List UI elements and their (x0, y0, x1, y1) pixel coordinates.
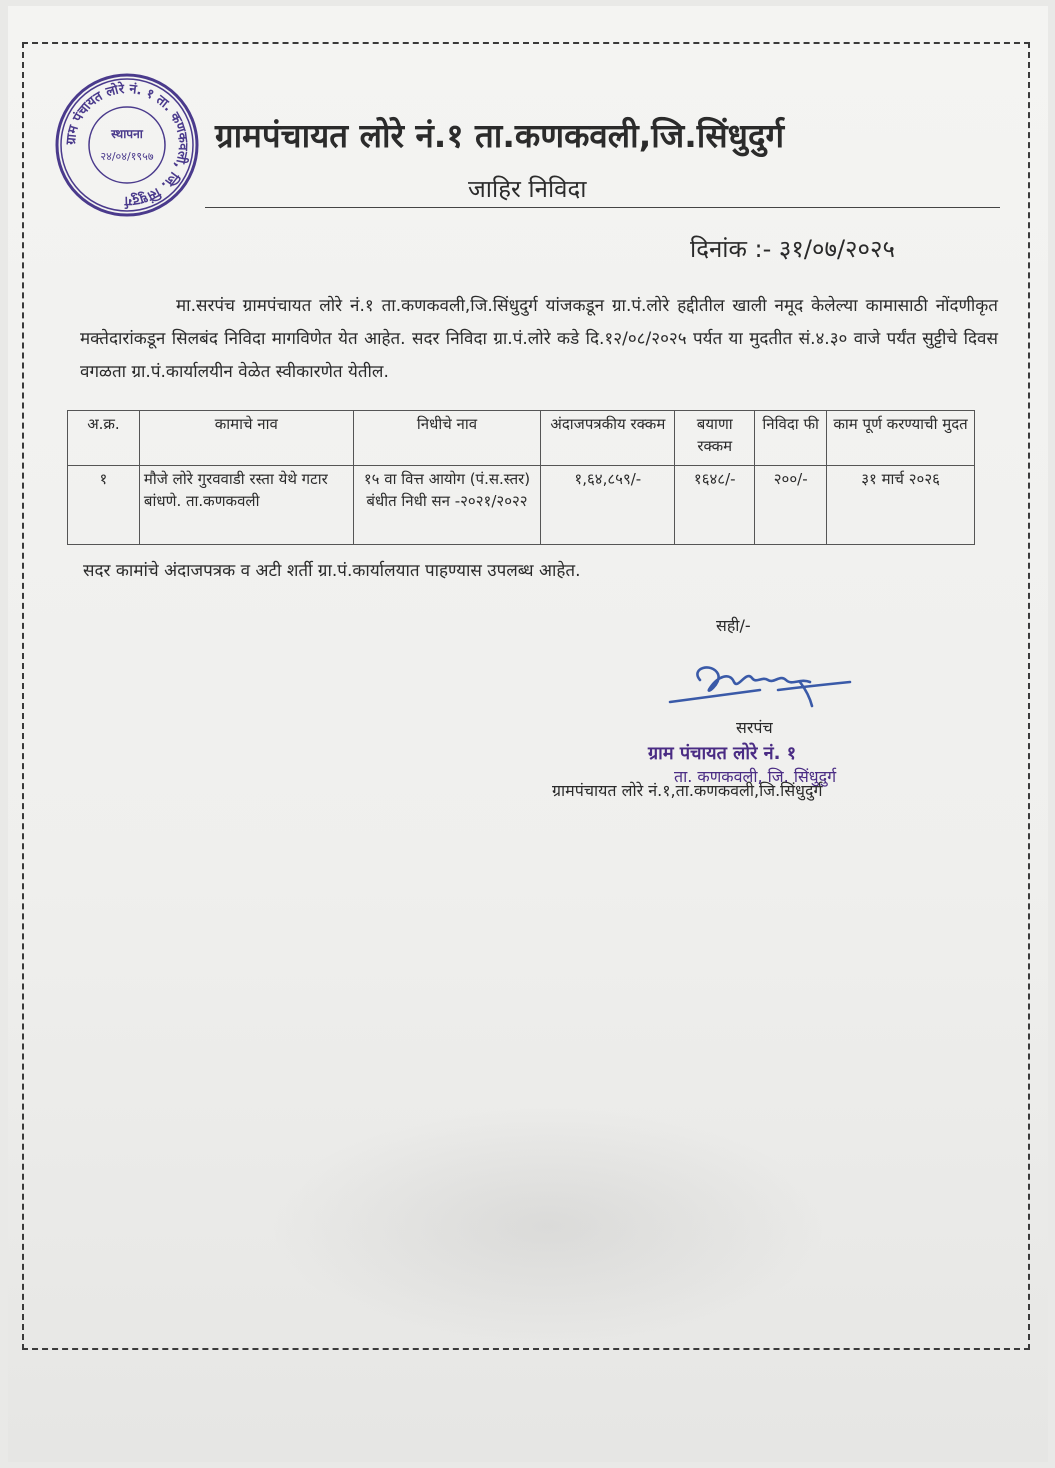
col-header-completion-period: काम पूर्ण करण्याची मुदत (827, 411, 975, 466)
document-subtitle: जाहिर निविदा (468, 175, 587, 203)
seal-center-label: स्थापना (111, 127, 143, 141)
col-header-work-name: कामाचे नाव (139, 411, 353, 466)
seal-center-date: २४/०४/१९५७ (100, 150, 154, 163)
handwritten-signature (660, 650, 860, 720)
office-seal (52, 70, 202, 220)
cell-work-name: मौजे लोरे गुरववाडी रस्ता येथे गटार बांधणे. ता.कणकवली (139, 466, 353, 545)
office-address-line: ग्रामपंचायत लोरे नं.१,ता.कणकवली,जि.सिंधुदुर्ग (552, 781, 823, 800)
date-line: दिनांक :- ३१/०७/२०२५ (690, 235, 895, 263)
document-title: ग्रामपंचायत लोरे नं.१ ता.कणकवली,जि.सिंधुदुर्ग (215, 116, 785, 155)
col-header-fund-name: निधीचे नाव (353, 411, 541, 466)
col-header-earnest-money: बयाणा रक्कम (675, 411, 755, 466)
stamp-line-1: ग्राम पंचायत लोरे नं. १ (648, 743, 797, 764)
availability-note: सदर कामांचे अंदाजपत्रक व अटी शर्ती ग्रा.पं.कार्यालयात पाहण्यास उपलब्ध आहेत. (83, 561, 581, 581)
designation-sarpanch: सरपंच (736, 718, 773, 737)
svg-text:ग्राम पंचायत लोरे नं. १ ता. कण (64, 81, 191, 209)
table-header-row (68, 411, 975, 466)
col-header-serial: अ.क्र. (68, 411, 140, 466)
works-table (67, 410, 975, 545)
col-header-tender-fee: निविदा फी (755, 411, 827, 466)
cell-earnest-money: १६४८/- (675, 466, 755, 545)
cell-tender-fee: २००/- (755, 466, 827, 545)
intro-text: मा.सरपंच ग्रामपंचायत लोरे नं.१ ता.कणकवली,जि.सिंधुदुर्ग यांजकडून ग्रा.पं.लोरे हद्दीतील खाली नमूद केलेल्या कामासाठी नोंदणीकृत मक्तेदारांकडून सिलबंद निविदा मागविणेत येत आहेत. सदर निविदा ग्रा.पं.लोरे कडे दि.१२/०८/२०२५ पर्यत या मुदतीत सं.४.३० वाजे पर्यंत सुट्टीचे दिवस वगळता ग्रा.पं.कार्यालयीन वेळेत स्वीकारणेत येतील. (80, 296, 998, 382)
cell-estimated-amount: १,६४,८५९/- (541, 466, 675, 545)
title-divider (205, 207, 1000, 208)
cell-completion-period: ३१ मार्च २०२६ (827, 466, 975, 545)
cell-serial: १ (68, 466, 140, 545)
col-header-estimated-amount: अंदाजपत्रकीय रक्कम (541, 411, 675, 466)
signature-label: सही/- (716, 616, 751, 635)
stamp-line-2: ता. कणकवली, जि. सिंधुदुर्ग (674, 767, 837, 786)
table-row (68, 466, 975, 545)
intro-paragraph (80, 290, 998, 389)
seal-ring-text: ग्राम पंचायत लोरे नं. १ ता. कणकवली, जि. सिंधुदुर्ग (63, 81, 191, 209)
cell-fund-name: १५ वा वित्त आयोग (पं.स.स्तर) बंधीत निधी सन -२०२१/२०२२ (353, 466, 541, 545)
